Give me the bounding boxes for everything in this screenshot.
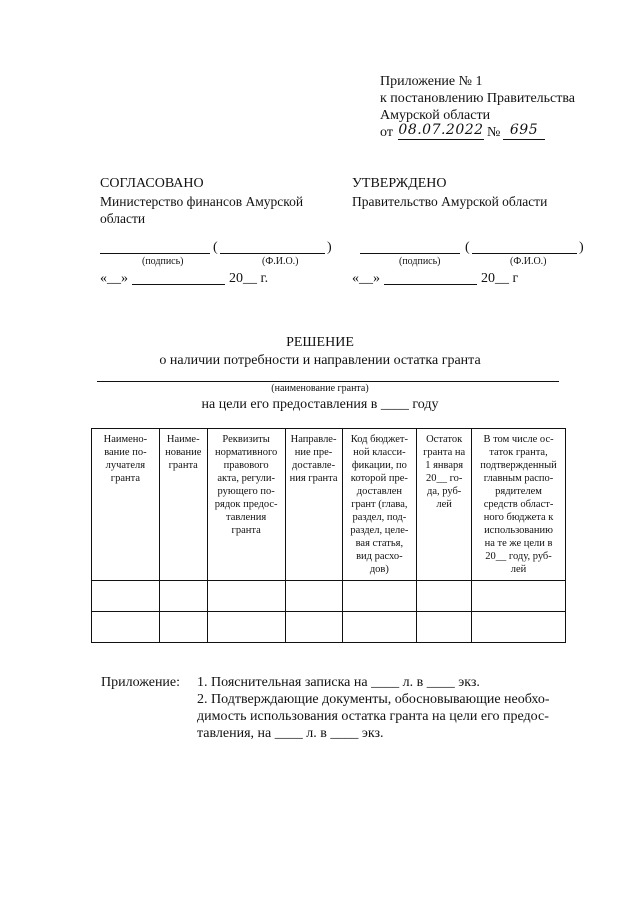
grant-name-line [97, 381, 559, 382]
annex-line-1: Приложение № 1 [380, 74, 483, 89]
attachment-item-2-line-3: тавления, на ____ л. в ____ экз. [197, 726, 384, 741]
table-cell [342, 612, 417, 643]
approved-signature-label: (подпись) [399, 256, 441, 267]
decision-subtitle: о наличии потребности и направлении остатка гранта [159, 353, 481, 368]
agreed-date-open: «__» [100, 271, 128, 286]
decision-title: РЕШЕНИЕ [286, 335, 354, 350]
attachment-item-1: 1. Пояснительная записка на ____ л. в ____ экз. [197, 675, 480, 690]
col-legal-act-details: Реквизиты нормативного правового акта, регули- рующего по- рядок предос- тавления гранта [207, 429, 285, 581]
grant-balance-table [91, 428, 566, 643]
agreed-date-month-line [132, 284, 225, 285]
agreed-date-year: 20__ г. [229, 271, 269, 286]
agreed-name-open-paren: ( [213, 240, 218, 255]
annex-number-prefix: № [487, 125, 501, 140]
grant-name-label: (наименование гранта) [271, 383, 369, 394]
approved-title: УТВЕРЖДЕНО [352, 176, 447, 191]
agreed-signature-line [100, 253, 210, 254]
agreed-title: СОГЛАСОВАНО [100, 176, 204, 191]
col-balance-jan-1: Остаток гранта на 1 января 20__ го- да, руб- лей [417, 429, 472, 581]
approved-signature-line [360, 253, 460, 254]
approved-date-year: 20__ г [481, 271, 519, 286]
table-cell [207, 612, 285, 643]
annex-number-handwritten: 695 [509, 122, 539, 138]
annex-date-underline [398, 139, 484, 140]
table-header-row [92, 429, 566, 581]
attachments-label: Приложение: [101, 675, 181, 690]
table-cell [342, 581, 417, 612]
approved-name-line [472, 253, 577, 254]
approved-name-open-paren: ( [465, 240, 470, 255]
annex-date-handwritten: 08.07.2022 [398, 122, 484, 138]
annex-line-3: Амурской области [380, 108, 491, 123]
table-cell [472, 581, 566, 612]
annex-number-underline [503, 139, 545, 140]
table-cell [92, 581, 160, 612]
col-grant-direction: Направле- ние пре- доставле- ния гранта [285, 429, 342, 581]
attachment-item-2-line-1: 2. Подтверждающие документы, обосновывающие необхо- [197, 692, 550, 707]
table-cell [159, 612, 207, 643]
agreed-org-line-2: области [100, 211, 146, 226]
approved-date-open: «__» [352, 271, 380, 286]
table-row [92, 612, 566, 643]
agreed-org-line-1: Министерство финансов Амурской [100, 194, 304, 209]
table-cell [285, 612, 342, 643]
table-cell [207, 581, 285, 612]
approved-date-month-line [384, 284, 477, 285]
decision-purpose-line: на цели его предоставления в ____ году [201, 397, 439, 412]
table-cell [92, 612, 160, 643]
annex-date-prefix: от [380, 125, 393, 140]
table-cell [472, 612, 566, 643]
col-recipient-name: Наимено- вание по- лучателя гранта [92, 429, 160, 581]
agreed-name-label: (Ф.И.О.) [262, 256, 299, 267]
col-confirmed-balance: В том числе ос- таток гранта, подтвержденный главным распо- рядителем средств област- ного бюджета к использованию на те же цели в 20__ году, руб- лей [472, 429, 566, 581]
table-cell [159, 581, 207, 612]
approved-name-close-paren: ) [579, 240, 584, 255]
table-cell [285, 581, 342, 612]
table-row [92, 581, 566, 612]
agreed-name-line [220, 253, 325, 254]
agreed-name-close-paren: ) [327, 240, 332, 255]
approved-name-label: (Ф.И.О.) [510, 256, 547, 267]
col-budget-classification-code: Код бюджет- ной класси- фикации, по которой пре- доставлен грант (глава, раздел, под- раздел, целе- вая статья, вид расхо- дов) [342, 429, 417, 581]
table-cell [417, 581, 472, 612]
col-grant-name: Наиме- нование гранта [159, 429, 207, 581]
annex-line-2: к постановлению Правительства [380, 91, 576, 106]
attachment-item-2-line-2: димость использования остатка гранта на цели его предос- [197, 709, 549, 724]
approved-org-line-1: Правительство Амурской области [352, 194, 548, 209]
table-cell [417, 612, 472, 643]
agreed-signature-label: (подпись) [142, 256, 184, 267]
